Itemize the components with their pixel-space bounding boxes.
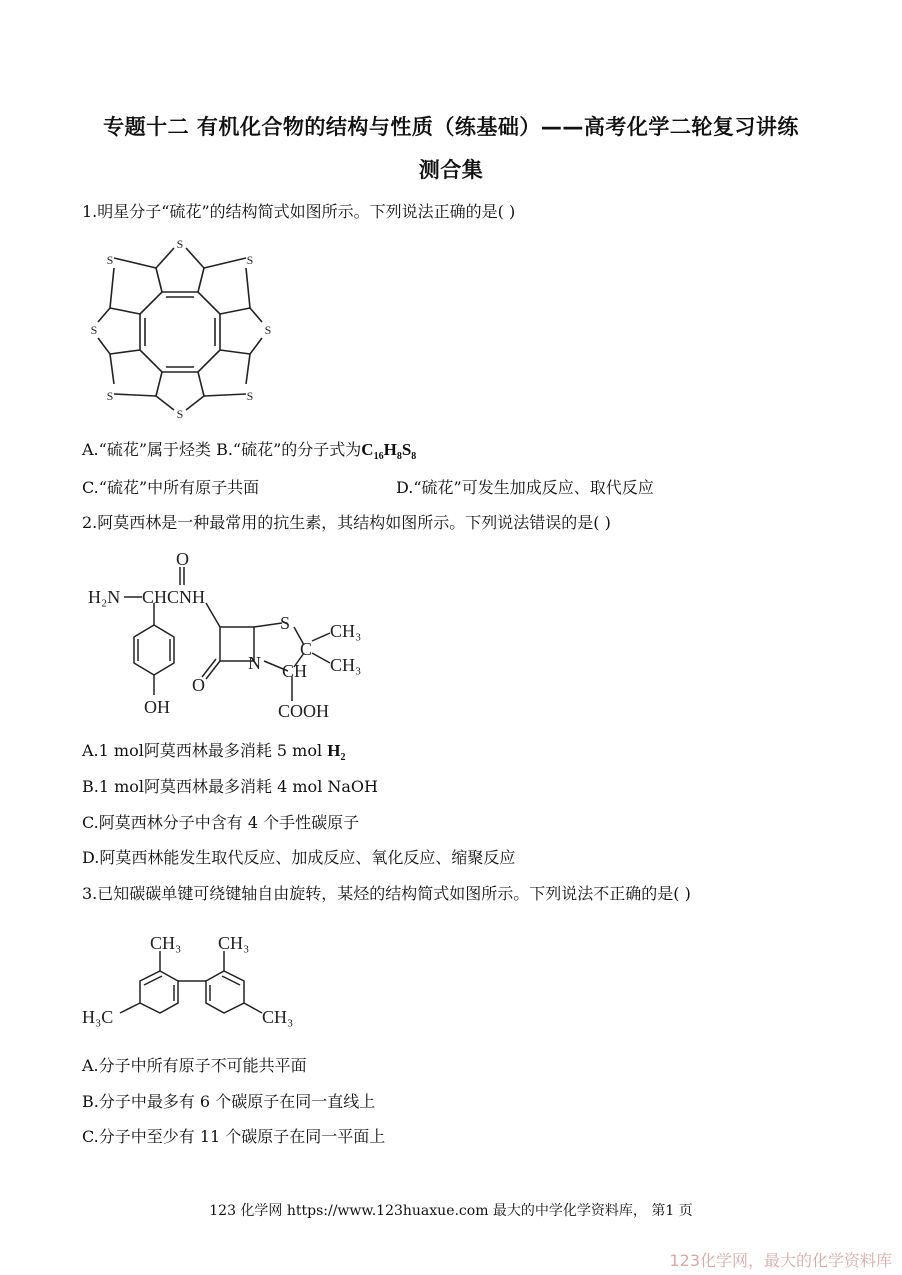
- formula-element-s: S: [401, 440, 412, 459]
- hydroxyl-label: OH: [144, 697, 170, 717]
- sulfur-atom-label: S: [106, 389, 114, 403]
- q1-option-b-formula: [361, 440, 417, 462]
- formula-subscript: 8: [396, 451, 402, 462]
- formula-element-h: H: [327, 741, 341, 760]
- sulfur-label: S: [280, 613, 291, 633]
- page-footer: 123 化学网 https://www.123huaxue.com 最大的中学化学资料库， 第1 页: [209, 1203, 693, 1219]
- q3-stem: 3.已知碳碳单键可绕键轴自由旋转，某烃的结构简式如图所示。下列说法不正确的是( ): [82, 884, 691, 903]
- carboxyl-label: COOH: [278, 701, 330, 721]
- q2-option-a-formula: [327, 741, 346, 763]
- q2-option-a: [82, 738, 345, 763]
- sulfur-atom-label: S: [176, 407, 184, 420]
- formula-subscript: 8: [411, 451, 417, 462]
- q1-option-a-b: [82, 437, 416, 462]
- methyl-label-2: CH₃: [330, 655, 362, 675]
- doc-title-line1: 专题十二 有机化合物的结构与性质（练基础）——高考化学二轮复习讲练: [103, 115, 799, 139]
- q3-option-a: A.分子中所有原子不可能共平面: [82, 1056, 307, 1075]
- methyl-label-right: CH₃: [218, 933, 250, 953]
- sulfur-atom-label: S: [264, 323, 272, 337]
- sulfur-atom-label: S: [176, 237, 184, 251]
- sulfur-atom-label: S: [90, 323, 98, 337]
- formula-subscript: 16: [373, 451, 384, 462]
- sulfur-atom-label: S: [106, 253, 114, 267]
- oxygen-label: O: [176, 549, 189, 569]
- q2-amoxicillin-figure: [82, 545, 372, 725]
- q1-stem: 1.明星分子“硫花”的结构简式如图所示。下列说法正确的是( ): [82, 202, 516, 221]
- q2-option-d: D.阿莫西林能发生取代反应、加成反应、氧化反应、缩聚反应: [82, 848, 516, 867]
- doc-title-line2: 测合集: [418, 158, 484, 182]
- methyl-label-1: CH₃: [330, 621, 362, 641]
- q1-option-c: C.“硫花”中所有原子共面: [82, 478, 260, 497]
- methyl-label-bottom-right: CH₃: [262, 1007, 294, 1027]
- amine-label: H₂N: [88, 587, 121, 607]
- carbonyl-oxygen-label: O: [192, 675, 205, 695]
- q1-option-a-text: A.“硫花”属于烃类 B.“硫花”的分子式为: [82, 440, 362, 459]
- q1-structure-figure: [82, 226, 282, 420]
- q2-stem: 2.阿莫西林是一种最常用的抗生素，其结构如图所示。下列说法错误的是( ): [82, 513, 611, 532]
- q3-option-b: B.分子中最多有 6 个碳原子在同一直线上: [82, 1092, 376, 1111]
- q3-option-c: C.分子中至少有 11 个碳原子在同一平面上: [82, 1127, 386, 1146]
- watermark: 123化学网，最大的化学资料库: [669, 1251, 892, 1270]
- carbon-label: C: [300, 639, 313, 659]
- q3-biphenyl-figure: [82, 925, 312, 1035]
- q2-option-b: B.1 mol阿莫西林最多消耗 4 mol NaOH: [82, 777, 379, 796]
- formula-element-c: C: [361, 440, 374, 459]
- sulfur-atom-label: S: [246, 253, 254, 267]
- methyl-label-bottom-left: H₃C: [82, 1007, 114, 1027]
- nitrogen-label: N: [248, 653, 261, 673]
- ch-label: CH: [282, 661, 308, 681]
- methyl-label-left: CH₃: [150, 933, 182, 953]
- amide-chain-label: CHCNH: [142, 587, 206, 607]
- sulfur-atom-label: S: [246, 389, 254, 403]
- formula-element-h: H: [383, 440, 397, 459]
- formula-subscript: 2: [340, 752, 346, 763]
- q2-option-c: C.阿莫西林分子中含有 4 个手性碳原子: [82, 813, 360, 832]
- q2-option-a-text: A.1 mol阿莫西林最多消耗 5 mol: [82, 741, 323, 760]
- q1-option-d: D.“硫花”可发生加成反应、取代反应: [396, 478, 654, 497]
